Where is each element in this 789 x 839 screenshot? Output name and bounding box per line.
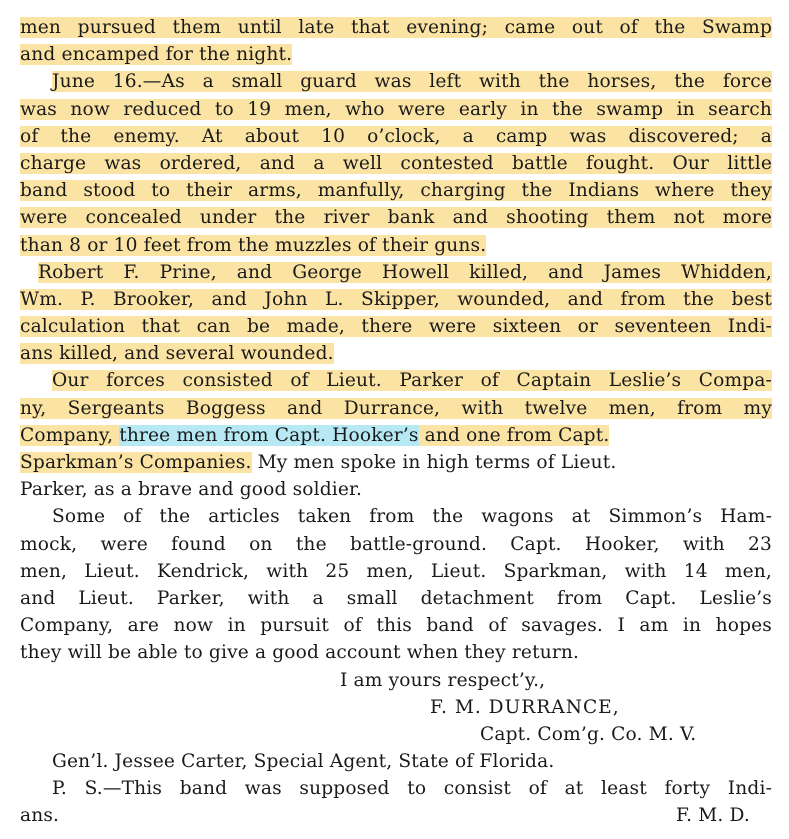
- signature-title: Capt. Com’g. Co. M. V.: [480, 723, 697, 745]
- highlighted-text: ans killed, and several wounded.: [20, 343, 334, 365]
- text-line-23: [20, 612, 772, 639]
- text-line-7: [20, 177, 772, 204]
- text-line-9: [20, 232, 772, 259]
- text-line-2: [20, 41, 772, 68]
- text-line-4: [20, 96, 772, 123]
- plain-text: and Lieut. Parker, with a small detachment from Capt. Leslie’s: [20, 587, 772, 609]
- text-line-6: [20, 150, 772, 177]
- text-line-8: [20, 204, 772, 231]
- plain-text: Company, are now in pursuit of this band of savages. I am in hopes: [20, 615, 772, 637]
- highlighted-text: Sparkman’s Companies.: [20, 452, 252, 473]
- postscript-initials: F. M. D.: [675, 805, 750, 827]
- document-page: [20, 14, 772, 830]
- text-line-1: [20, 14, 772, 41]
- highlighted-text: ny, Sergeants Boggess and Durrance, with twelve men, from my: [20, 397, 772, 419]
- postscript-line-1: [20, 775, 772, 802]
- plain-text: My men spoke in high terms of Lieut.: [251, 452, 617, 473]
- text-line-22: [20, 585, 772, 612]
- text-line-12: [20, 313, 772, 340]
- highlighted-text: charge was ordered, and a well contested battle fought. Our little: [20, 152, 772, 174]
- text-line-21: [20, 558, 772, 585]
- text-line-3: [20, 68, 772, 95]
- text-line-11: [20, 286, 772, 313]
- highlighted-text: were concealed under the river bank and shooting them not more: [20, 207, 772, 229]
- plain-text: Parker, as a brave and good soldier.: [20, 479, 363, 501]
- text-line-13: [20, 340, 772, 367]
- plain-text: men, Lieut. Kendrick, with 25 men, Lieut. Sparkman, with 14 men,: [20, 560, 772, 582]
- highlighted-text: Company,: [20, 424, 120, 446]
- signature-closing: I am yours respect’y.,: [340, 669, 546, 691]
- signature-name: F. M. DURRANCE,: [430, 696, 620, 718]
- text-line-10: [20, 259, 772, 286]
- highlighted-text: men pursued them until late that evening; came out of the Swamp: [20, 17, 772, 38]
- plain-text: Some of the articles taken from the wagons at Simmon’s Ham-: [52, 506, 772, 528]
- text-line-24: [20, 639, 772, 666]
- highlighted-text: and encamped for the night.: [20, 44, 293, 66]
- highlighted-text: Wm. P. Brooker, and John L. Skipper, wounded, and from the best: [20, 288, 772, 310]
- text-line-5: [20, 123, 772, 150]
- text-line-19: [20, 503, 772, 530]
- plain-text: they will be able to give a good account when they return.: [20, 642, 580, 664]
- highlighted-text: and one from Capt.: [418, 424, 610, 446]
- text-line-14: [20, 367, 772, 394]
- plain-text: ans.: [20, 805, 60, 827]
- highlighted-text: calculation that can be made, there were sixteen or seventeen Indi-: [20, 316, 772, 338]
- highlighted-text: Robert F. Prine, and George Howell killed, and James Whidden,: [38, 261, 772, 283]
- highlighted-text: Our forces consisted of Lieut. Parker of Captain Leslie’s Compa-: [52, 370, 772, 392]
- highlighted-text: of the enemy. At about 10 o’clock, a camp was discovered; a: [20, 125, 772, 147]
- highlighted-text: was now reduced to 19 men, who were early in the swamp in search: [20, 98, 772, 120]
- text-line-20: [20, 531, 772, 558]
- text-line-15: [20, 395, 772, 422]
- text-line-16: [20, 422, 772, 449]
- text-line-17: [20, 449, 772, 476]
- plain-text: P. S.—This band was supposed to consist of at least forty Indi-: [52, 778, 772, 800]
- blue-highlighted-text: three men from Capt. Hooker’s: [119, 424, 419, 446]
- postscript-line-2: [20, 802, 772, 829]
- text-line-18: [20, 476, 772, 503]
- highlighted-text: band stood to their arms, manfully, charging the Indians where they: [20, 180, 772, 202]
- plain-text: mock, were found on the battle-ground. Capt. Hooker, with 23: [20, 533, 772, 555]
- highlighted-text: June 16.—As a small guard was left with the horses, the force: [52, 71, 772, 93]
- highlighted-text: than 8 or 10 feet from the muzzles of their guns.: [20, 234, 487, 256]
- addressee-line: Gen’l. Jessee Carter, Special Agent, State of Florida.: [52, 751, 555, 773]
